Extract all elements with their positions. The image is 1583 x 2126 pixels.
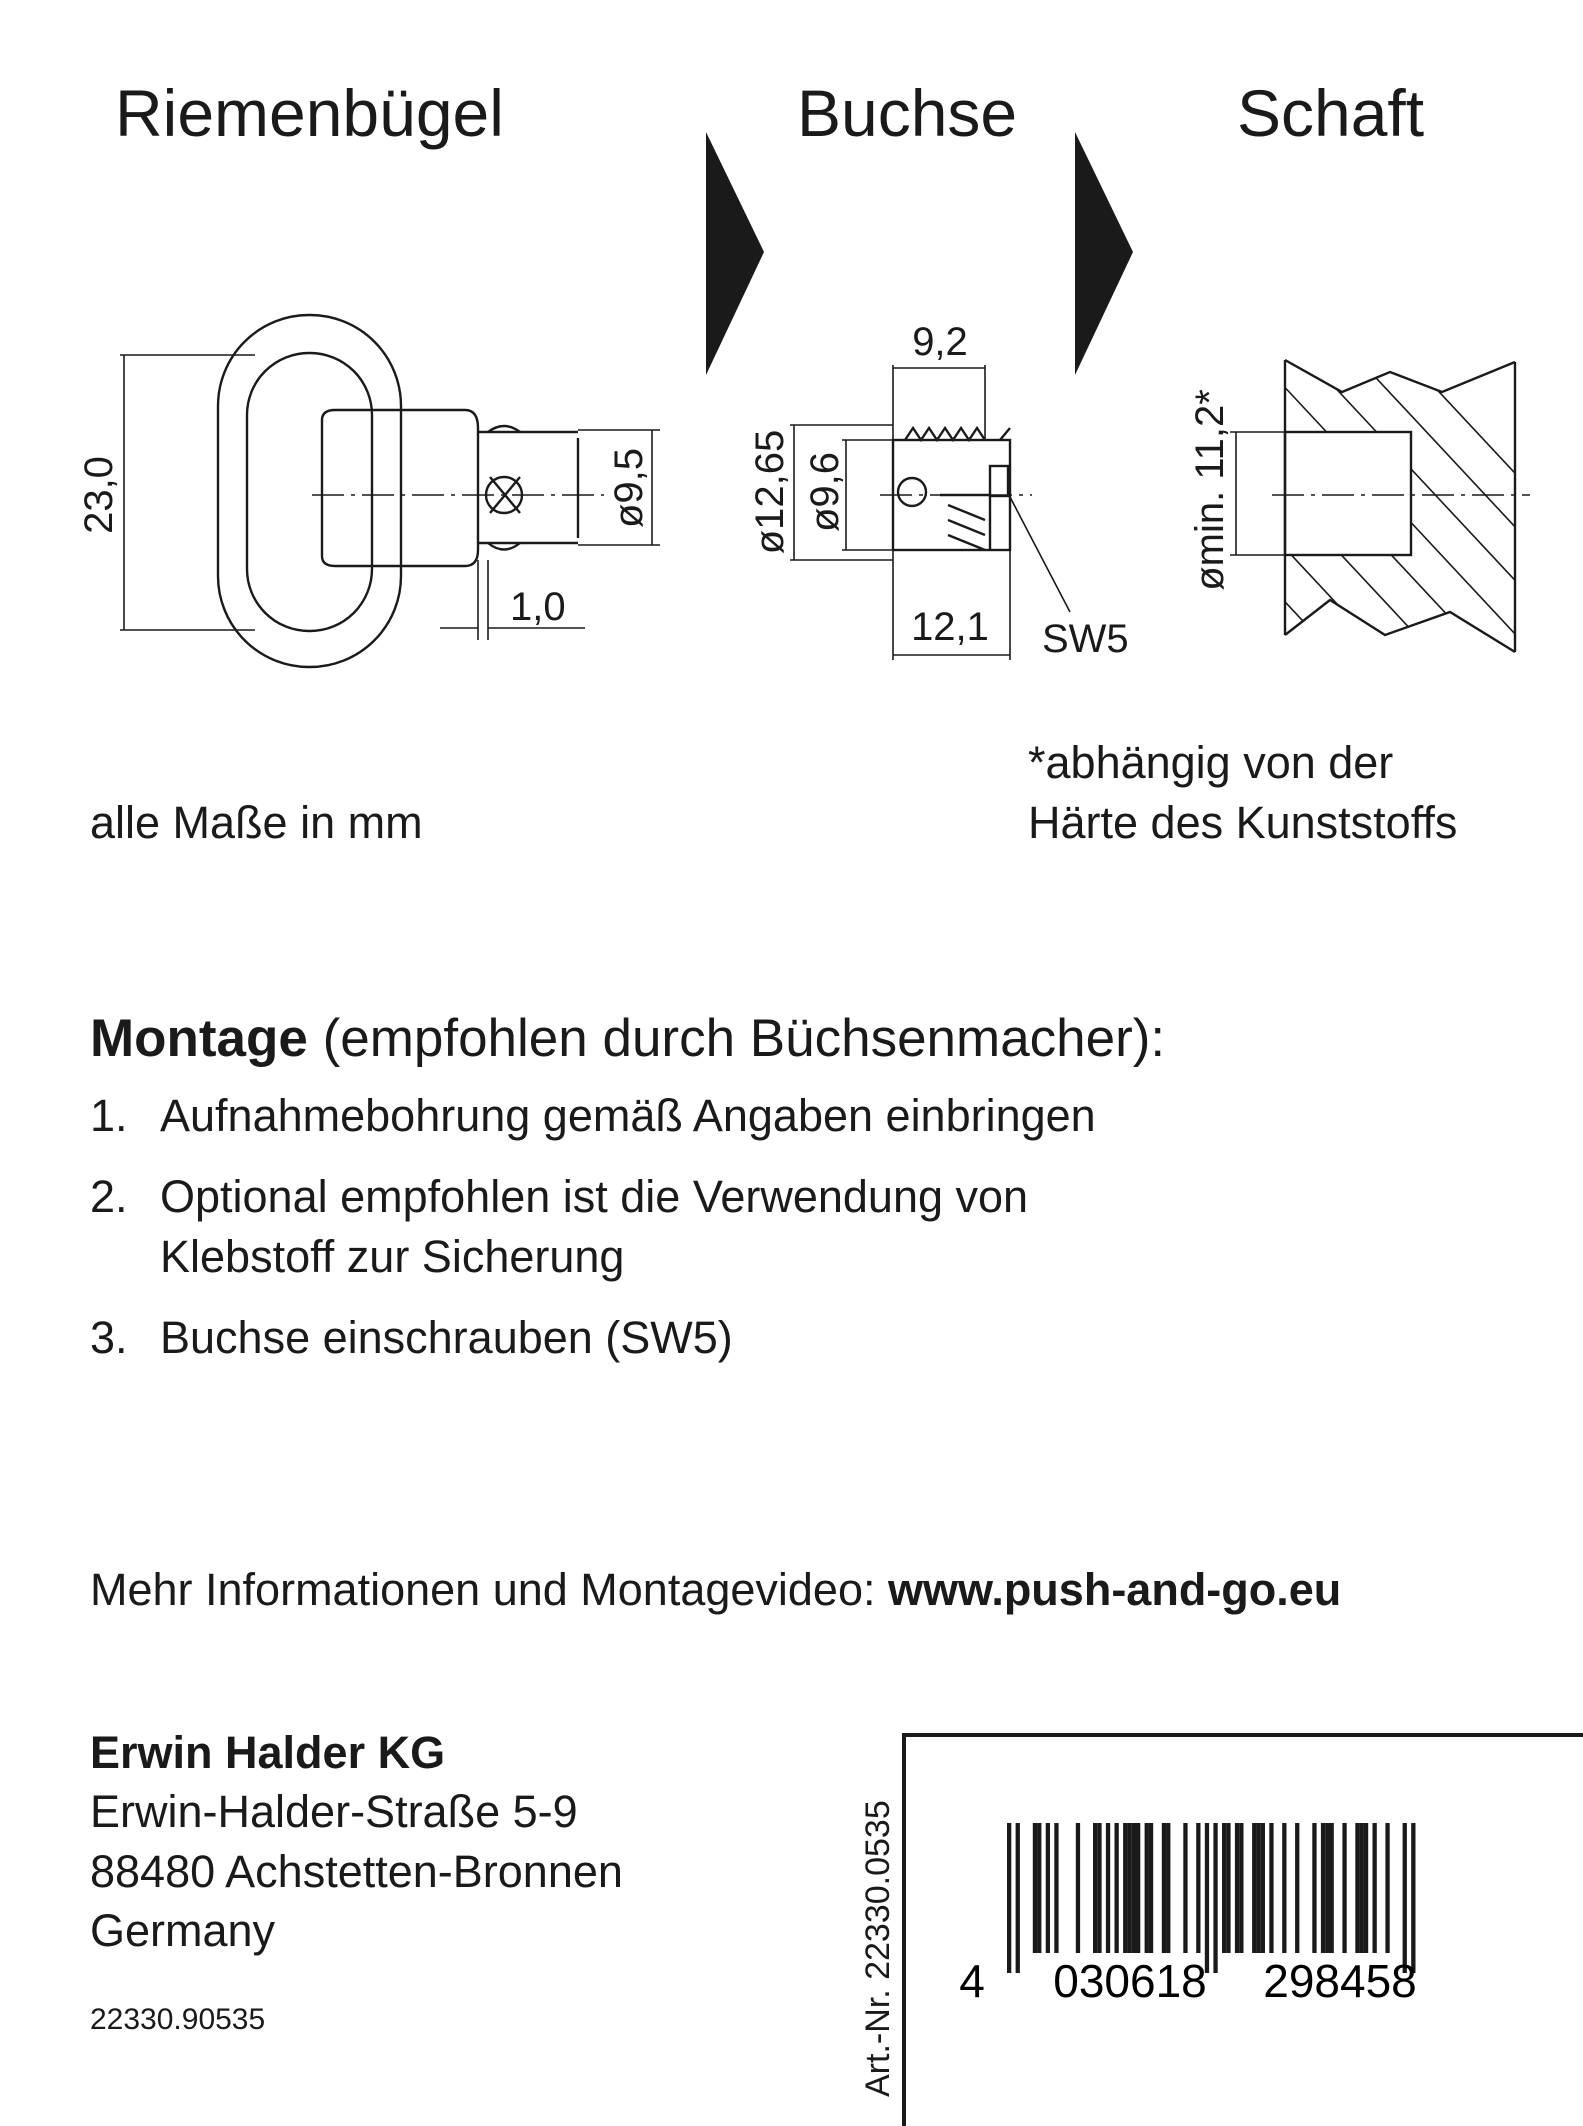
barcode-bar: [1342, 1823, 1346, 1953]
barcode-bar: [1132, 1823, 1136, 1953]
barcode-bar: [1166, 1823, 1170, 1953]
barcode-bar: [1007, 1823, 1011, 1973]
footnote-line1: *abhängig von der: [1028, 737, 1394, 788]
barcode-bar: [1330, 1823, 1334, 1953]
barcode-bars: [1007, 1823, 1416, 1973]
step-text: Klebstoff zur Sicherung: [160, 1230, 625, 1282]
dim-buchse-inner: ø9,6: [803, 451, 847, 533]
barcode-bar: [1355, 1823, 1359, 1953]
barcode-bar: [1046, 1823, 1050, 1953]
dim-schaft-bore: ømin. 11,2*: [1188, 389, 1232, 591]
montage-subtitle: (empfohlen durch Büchsenmacher):: [307, 1009, 1166, 1068]
barcode-group-2: 298458: [1263, 1955, 1417, 2007]
barcode-bar: [1282, 1823, 1286, 1953]
barcode-bar: [1295, 1823, 1299, 1953]
barcode-bar: [1261, 1823, 1265, 1953]
barcode-bar: [1076, 1823, 1080, 1953]
company-name: Erwin Halder KG: [90, 1727, 446, 1778]
barcode-bar: [1385, 1823, 1389, 1953]
barcode-bar: [1403, 1823, 1407, 1973]
units-note: alle Maße in mm: [90, 797, 423, 848]
barcode-first-digit: 4: [959, 1955, 985, 2007]
barcode-bar: [1106, 1823, 1110, 1953]
barcode-bar: [1364, 1823, 1368, 1953]
barcode-bar: [1145, 1823, 1149, 1953]
barcode-bar: [1033, 1823, 1037, 1953]
company-country: Germany: [90, 1905, 276, 1957]
company-code: 22330.90535: [90, 2003, 266, 2036]
article-number: Art.-Nr. 22330.0535: [859, 1800, 897, 2097]
barcode-bar: [1239, 1823, 1243, 1953]
barcode-bar: [1115, 1823, 1119, 1953]
barcode-bar: [1312, 1823, 1316, 1953]
barcode-bar: [1127, 1823, 1131, 1953]
dim-riemen-diameter: ø9,5: [607, 447, 651, 529]
barcode-bar: [1093, 1823, 1097, 1953]
barcode-bar: [1037, 1823, 1041, 1953]
barcode-bar: [1360, 1823, 1364, 1953]
barcode-bar: [1162, 1823, 1166, 1953]
barcode-bar: [1123, 1823, 1127, 1953]
dim-riemen-gap: 1,0: [510, 585, 566, 629]
barcode-bar: [1226, 1823, 1230, 1953]
step-number: 1.: [90, 1090, 128, 1141]
barcode-bar: [1325, 1823, 1329, 1953]
barcode-group-1: 030618: [1053, 1955, 1207, 2007]
website-link[interactable]: www.push-and-go.eu: [887, 1564, 1342, 1615]
barcode-bar: [1016, 1823, 1020, 1973]
step-text: Optional empfohlen ist die Verwendung von: [160, 1171, 1029, 1223]
barcode-bar: [1373, 1823, 1377, 1953]
barcode-bar: [1183, 1823, 1187, 1953]
barcode-bar: [1196, 1823, 1200, 1953]
company-street: Erwin-Halder-Straße 5-9: [90, 1786, 578, 1838]
dim-buchse-outer: ø12,65: [748, 429, 792, 555]
barcode-bar: [1252, 1823, 1256, 1953]
barcode-bar: [1269, 1823, 1273, 1953]
heading-schaft: Schaft: [1237, 76, 1425, 150]
step-number: 2.: [90, 1171, 128, 1223]
barcode-bar: [1411, 1823, 1415, 1973]
barcode-bar: [1097, 1823, 1101, 1953]
montage-title: Montage: [90, 1009, 308, 1068]
barcode-bar: [1136, 1823, 1140, 1953]
barcode-bar: [1149, 1823, 1153, 1953]
heading-buchse: Buchse: [797, 76, 1018, 150]
barcode-bar: [1222, 1823, 1226, 1953]
barcode-bar: [1054, 1823, 1058, 1953]
dim-buchse-wrench: SW5: [1042, 617, 1129, 661]
dim-buchse-top: 9,2: [912, 320, 968, 364]
barcode-bar: [1205, 1823, 1209, 1973]
barcode-bar: [1256, 1823, 1260, 1953]
barcode-bar: [1213, 1823, 1217, 1973]
step-text: Aufnahmebohrung gemäß Angaben einbringen: [160, 1090, 1096, 1141]
step-text: Buchse einschrauben (SW5): [160, 1312, 733, 1364]
more-info-label: Mehr Informationen und Montagevideo:: [90, 1564, 888, 1615]
dim-riemen-height: 23,0: [77, 456, 121, 534]
barcode-bar: [1235, 1823, 1239, 1953]
step-number: 3.: [90, 1312, 128, 1364]
heading-riemenbuegel: Riemenbügel: [115, 76, 504, 150]
barcode-bar: [1321, 1823, 1325, 1953]
company-city: 88480 Achstetten-Bronnen: [90, 1845, 623, 1897]
footnote-line2: Härte des Kunststoffs: [1028, 797, 1458, 848]
dim-buchse-length: 12,1: [911, 605, 989, 649]
